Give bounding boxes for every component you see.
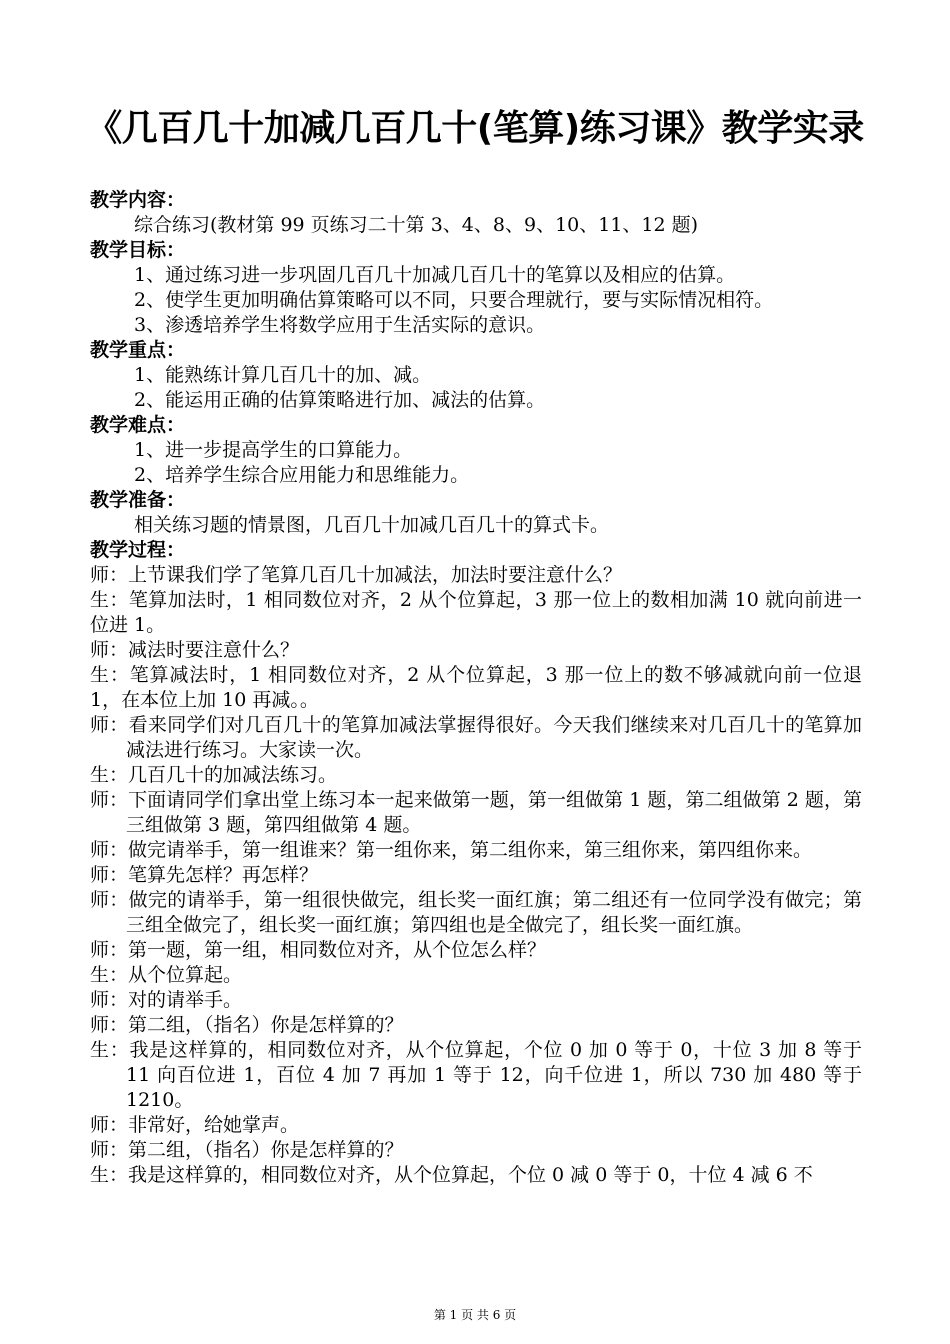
- goal-item: 1、通过练习进一步巩固几百几十加减几百几十的笔算以及相应的估算。: [134, 264, 736, 286]
- dialogue-line: 生：从个位算起。: [90, 964, 243, 986]
- content-line: 综合练习(教材第 99 页练习二十第 3、4、8、9、10、11、12 题): [134, 214, 699, 236]
- dialogue-line: 师：看来同学们对几百几十的笔算加减法掌握得很好。今天我们继续来对几百几十的笔算加减法进行练习。大家读一次。: [90, 714, 862, 761]
- section-heading-difficult: 教学难点：: [90, 414, 186, 436]
- dialogue-line: 师：笔算先怎样？再怎样？: [90, 864, 319, 886]
- section-heading-key: 教学重点：: [90, 339, 186, 361]
- dialogue-line: 师：对的请举手。: [90, 989, 243, 1011]
- dialogue-line: 师：下面请同学们拿出堂上练习本一起来做第一题，第一组做第 1 题，第二组做第 2 题，第三组做第 3 题，第四组做第 4 题。: [90, 789, 862, 836]
- dialogue-line: 师：减法时要注意什么？: [90, 639, 300, 661]
- dialogue-line: 生：笔算加法时，1 相同数位对齐，2 从个位算起，3 那一位上的数相加满 10 就向前进一位进 1。: [90, 589, 862, 636]
- key-item: 1、能熟练计算几百几十的加、减。: [134, 364, 432, 386]
- dialogue-line: 师：上节课我们学了笔算几百几十加减法，加法时要注意什么？: [90, 564, 623, 586]
- dialogue-line: 师：做完的请举手，第一组很快做完，组长奖一面红旗；第二组还有一位同学没有做完；第三组全做完了，组长奖一面红旗；第四组也是全做完了，组长奖一面红旗。: [90, 889, 862, 936]
- goal-item: 2、使学生更加明确估算策略可以不同，只要合理就行，要与实际情况相符。: [134, 289, 774, 311]
- prep-line: 相关练习题的情景图，几百几十加减几百几十的算式卡。: [134, 514, 610, 536]
- dialogue-line: 生：我是这样算的，相同数位对齐，从个位算起，个位 0 减 0 等于 0，十位 4 减 6 不: [90, 1164, 813, 1186]
- difficult-item: 1、进一步提高学生的口算能力。: [134, 439, 413, 461]
- document-title: 《几百几十加减几百几十(笔算)练习课》教学实录: [86, 108, 864, 149]
- document-body: [90, 188, 862, 1188]
- section-heading-goals: 教学目标：: [90, 239, 186, 261]
- section-heading-process: 教学过程：: [90, 539, 186, 561]
- dialogue-line: 师：做完请举手，第一组谁来？第一组你来，第二组你来，第三组你来，第四组你来。: [90, 839, 813, 861]
- section-heading-content: 教学内容：: [90, 189, 186, 211]
- key-item: 2、能运用正确的估算策略进行加、减法的估算。: [134, 389, 546, 411]
- dialogue-line: 师：非常好，给她掌声。: [90, 1114, 300, 1136]
- dialogue-line: 师：第一题，第一组，相同数位对齐，从个位怎么样？: [90, 939, 547, 961]
- dialogue-line: 师：第二组，（指名）你是怎样算的？: [90, 1139, 404, 1161]
- dialogue-line: 师：第二组，（指名）你是怎样算的？: [90, 1014, 404, 1036]
- section-heading-prep: 教学准备：: [90, 489, 186, 511]
- dialogue-line: 生：笔算减法时，1 相同数位对齐，2 从个位算起，3 那一位上的数不够减就向前一位退 1，在本位上加 10 再减。。: [90, 664, 862, 711]
- dialogue-line: 生：我是这样算的，相同数位对齐，从个位算起，个位 0 加 0 等于 0，十位 3 加 8 等于 11 向百位进 1，百位 4 加 7 再加 1 等于 12，向千位进 1，所以 730 加 480 等于 1210。: [90, 1039, 862, 1111]
- page-footer: 第 1 页 共 6 页: [433, 1308, 517, 1322]
- dialogue-line: 生：几百几十的加减法练习。: [90, 764, 338, 786]
- difficult-item: 2、培养学生综合应用能力和思维能力。: [134, 464, 470, 486]
- goal-item: 3、渗透培养学生将数学应用于生活实际的意识。: [134, 314, 546, 336]
